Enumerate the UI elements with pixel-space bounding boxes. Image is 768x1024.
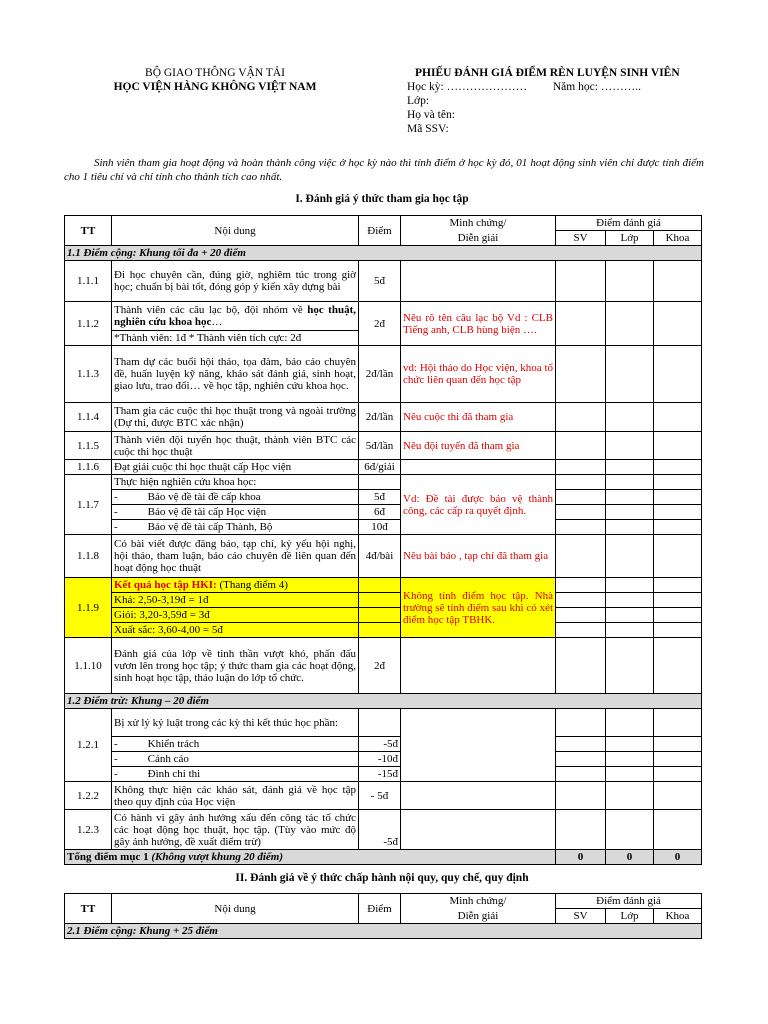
row-content — [112, 505, 359, 520]
row-tt: 1.1.7 — [65, 475, 112, 535]
name-field: Họ và tên: — [407, 109, 455, 121]
sv-score-cell[interactable] — [556, 535, 606, 578]
evidence-cell[interactable] — [401, 460, 556, 475]
lop-score-cell[interactable] — [606, 578, 654, 593]
khoa-score-cell[interactable] — [654, 810, 702, 850]
khoa-score-cell[interactable] — [654, 608, 702, 623]
evidence-cell[interactable] — [401, 782, 556, 810]
sv-score-cell[interactable] — [556, 432, 606, 460]
khoa-score-cell[interactable] — [654, 593, 702, 608]
lop-score-cell[interactable] — [606, 709, 654, 737]
table-row — [65, 432, 702, 460]
dash: - — [114, 738, 118, 750]
total-khoa: 0 — [654, 850, 702, 865]
col-content: Nội dung — [112, 894, 359, 924]
lop-score-cell[interactable] — [606, 346, 654, 403]
form-title: PHIẾU ĐÁNH GIÁ ĐIỂM RÈN LUYỆN SINH VIÊN — [415, 67, 680, 79]
total-lop: 0 — [606, 850, 654, 865]
dash: - — [114, 768, 118, 780]
item-text: Khiển trách — [147, 738, 200, 750]
table-row — [65, 810, 702, 850]
khoa-score-cell[interactable] — [654, 638, 702, 694]
evidence-note: vd: Hội thảo do Học viện, khoa tổ chức liên quan đến học tập — [401, 346, 556, 403]
sv-score-cell[interactable] — [556, 302, 606, 346]
col-lop: Lớp — [606, 909, 654, 924]
table-row — [65, 505, 702, 520]
row-tt: 1.1.3 — [65, 346, 112, 403]
row-tt: 1.1.6 — [65, 460, 112, 475]
row-tt: 1.1.9 — [65, 578, 112, 638]
table-row — [65, 782, 702, 810]
sv-score-cell[interactable] — [556, 490, 606, 505]
row-score: 5đ/lần — [359, 432, 401, 460]
khoa-score-cell[interactable] — [654, 261, 702, 302]
sv-score-cell[interactable] — [556, 608, 606, 623]
lop-score-cell[interactable] — [606, 810, 654, 850]
row-score: 2đ/lần — [359, 403, 401, 432]
table-row — [65, 475, 702, 490]
section2-table — [64, 893, 702, 939]
row-score: 5đ — [359, 261, 401, 302]
dash: - — [114, 753, 118, 765]
dash: - — [114, 521, 118, 533]
result-scale: (Thang điểm 4) — [216, 579, 288, 591]
subheader-1-2: 1.2 Điểm trừ: Khung – 20 điểm — [65, 694, 702, 709]
row-score: 6đ/giải — [359, 460, 401, 475]
row-content — [112, 578, 359, 593]
sv-score-cell[interactable] — [556, 737, 606, 752]
total-sv: 0 — [556, 850, 606, 865]
row-tt: 1.1.4 — [65, 403, 112, 432]
table-row — [65, 709, 702, 737]
khoa-score-cell[interactable] — [654, 475, 702, 490]
section1-table — [64, 215, 702, 865]
item-text: Bảo vệ đề tài đề cấp khoa — [147, 491, 261, 503]
col-khoa: Khoa — [654, 909, 702, 924]
row-content: Bị xử lý kỷ luật trong các kỳ thi kết thúc học phần: — [112, 709, 359, 737]
sv-score-cell[interactable] — [556, 578, 606, 593]
khoa-score-cell[interactable] — [654, 403, 702, 432]
row-content: Tham gia các cuộc thi học thuật trong và ngoài trường (Dự thi, được BTC xác nhận) — [112, 403, 359, 432]
khoa-score-cell[interactable] — [654, 432, 702, 460]
row-content — [112, 520, 359, 535]
sv-score-cell[interactable] — [556, 782, 606, 810]
table-row — [65, 535, 702, 578]
row-score: -5đ — [359, 810, 401, 850]
khoa-score-cell[interactable] — [654, 490, 702, 505]
col-content: Nội dung — [112, 216, 359, 246]
col-eval: Điểm đánh giá — [556, 894, 702, 909]
table-row — [65, 623, 702, 638]
table-row — [65, 593, 702, 608]
khoa-score-cell[interactable] — [654, 709, 702, 737]
item-text: Bảo vệ đề tài cấp Học viện — [147, 506, 267, 518]
class-field: Lớp: — [407, 95, 430, 107]
semester-field: Học kỳ: ………………… — [407, 81, 528, 93]
row-tt: 1.1.1 — [65, 261, 112, 302]
khoa-score-cell[interactable] — [654, 505, 702, 520]
khoa-score-cell[interactable] — [654, 520, 702, 535]
row-content-bold: học thuật, nghiên cứu khoa học — [114, 304, 356, 328]
sv-score-cell[interactable] — [556, 709, 606, 737]
evidence-note: Nêu rõ tên câu lạc bộ Vd : CLB Tiếng anh, CLB hùng biện …. — [401, 302, 556, 346]
row-score: 10đ — [359, 520, 401, 535]
khoa-score-cell[interactable] — [654, 623, 702, 638]
result-item: Khá: 2,50-3,19đ = 1đ — [112, 593, 359, 608]
evidence-note: Nêu bài báo , tạp chí đã tham gia — [401, 535, 556, 578]
row-score — [359, 593, 401, 608]
total-row — [65, 850, 702, 865]
section2-title: II. Đánh giá về ý thức chấp hành nội quy, quy chế, quy định — [235, 872, 529, 884]
table-row — [65, 460, 702, 475]
total-label — [65, 850, 556, 865]
result-item: Giỏi: 3,20-3,59đ = 3đ — [112, 608, 359, 623]
table-header-row — [65, 894, 702, 909]
row-score — [359, 578, 401, 593]
subheader-1-1: 1.1 Điểm cộng: Khung tối đa + 20 điểm — [65, 246, 702, 261]
khoa-score-cell[interactable] — [654, 737, 702, 752]
sv-score-cell[interactable] — [556, 638, 606, 694]
item-text: Đình chỉ thi — [147, 768, 201, 780]
row-content — [112, 490, 359, 505]
lop-score-cell[interactable] — [606, 520, 654, 535]
col-tt: TT — [65, 216, 112, 246]
dash: - — [114, 506, 118, 518]
row-score: 5đ — [359, 490, 401, 505]
lop-score-cell[interactable] — [606, 460, 654, 475]
lop-score-cell[interactable] — [606, 752, 654, 767]
result-title: Kết quả học tập HKI: — [114, 579, 217, 591]
khoa-score-cell[interactable] — [654, 578, 702, 593]
lop-score-cell[interactable] — [606, 475, 654, 490]
item-text: Bảo vệ đề tài cấp Thành, Bộ — [147, 521, 273, 533]
row-content: Đi học chuyên cần, đúng giờ, nghiêm túc trong giờ học; chuẩn bị bài tốt, đóng góp ý kiến xây dựng bài — [112, 261, 359, 302]
sv-score-cell[interactable] — [556, 346, 606, 403]
row-content: Đạt giải cuộc thi học thuật cấp Học viện — [112, 460, 359, 475]
col-sv: SV — [556, 909, 606, 924]
evidence-note: Nêu đội tuyển đã tham gia — [401, 432, 556, 460]
row-score — [359, 709, 401, 737]
evidence-cell[interactable] — [401, 810, 556, 850]
sv-score-cell[interactable] — [556, 593, 606, 608]
lop-score-cell[interactable] — [606, 535, 654, 578]
col-khoa: Khoa — [654, 231, 702, 246]
row-content — [112, 767, 359, 782]
col-evidence: Minh chứng/ — [401, 894, 556, 909]
lop-score-cell[interactable] — [606, 432, 654, 460]
row-content: Đánh giá của lớp về tinh thần vượt khó, phấn đấu vươn lên trong học tập; ý thức tham gia các hoạt động, sinh hoạt học tập, thảo luận do lớp tổ chức. — [112, 638, 359, 694]
lop-score-cell[interactable] — [606, 737, 654, 752]
col-evidence: Minh chứng/ — [401, 216, 556, 231]
row-content-c: … — [211, 316, 223, 328]
evidence-cell[interactable] — [401, 261, 556, 302]
row-tt: 1.2.1 — [65, 709, 112, 782]
col-lop: Lớp — [606, 231, 654, 246]
row-content: Có bài viết được đăng báo, tạp chí, kỷ yếu hội nghị, hội thảo, tham luận, báo cáo chuyên đề liên quan đến hoạt động học thuật — [112, 535, 359, 578]
row-tt: 1.1.2 — [65, 302, 112, 346]
row-content: Thành viên đội tuyển học thuật, thành viên BTC các cuộc thi học thuật — [112, 432, 359, 460]
row-content — [112, 752, 359, 767]
row-tt: 1.2.2 — [65, 782, 112, 810]
evidence-cell[interactable] — [401, 709, 556, 782]
col-tt: TT — [65, 894, 112, 924]
row-tt: 1.1.8 — [65, 535, 112, 578]
table-row — [65, 638, 702, 694]
sv-score-cell[interactable] — [556, 623, 606, 638]
row-score — [359, 623, 401, 638]
col-score: Điểm — [359, 894, 401, 924]
sv-score-cell[interactable] — [556, 767, 606, 782]
lop-score-cell[interactable] — [606, 505, 654, 520]
lop-score-cell[interactable] — [606, 490, 654, 505]
academy-name: HỌC VIỆN HÀNG KHÔNG VIỆT NAM — [113, 81, 317, 93]
table-row — [65, 752, 702, 767]
intro-note: Sinh viên tham gia hoạt động và hoàn thành công việc ở học kỳ nào thì tính điểm ở học kỳ đó, 01 hoạt động sinh viên chỉ được tính điểm cho 1 tiêu chí và chỉ tính cho thành tích cao nhất. — [64, 157, 704, 183]
khoa-score-cell[interactable] — [654, 535, 702, 578]
table-row — [65, 608, 702, 623]
lop-score-cell[interactable] — [606, 261, 654, 302]
row-score: 2đ — [359, 638, 401, 694]
total-label-limit: (Không vượt khung 20 điểm) — [151, 851, 284, 863]
lop-score-cell[interactable] — [606, 782, 654, 810]
lop-score-cell[interactable] — [606, 403, 654, 432]
sv-score-cell[interactable] — [556, 261, 606, 302]
evidence-note: Vd: Đề tài được bảo vệ thành công, các cấp ra quyết định. — [401, 475, 556, 535]
row-score: -5đ — [359, 737, 401, 752]
lop-score-cell[interactable] — [606, 593, 654, 608]
student-id-field: Mã SSV: — [407, 123, 449, 135]
row-score — [359, 475, 401, 490]
col-score: Điểm — [359, 216, 401, 246]
row-content: Không thực hiện các khảo sát, đánh giá về học tập theo quy định của Học viện — [112, 782, 359, 810]
lop-score-cell[interactable] — [606, 608, 654, 623]
table-row — [65, 767, 702, 782]
sv-score-cell[interactable] — [556, 403, 606, 432]
row-score: - 5đ — [359, 782, 401, 810]
ministry-name: BỘ GIAO THÔNG VẬN TẢI — [145, 67, 285, 79]
table-row — [65, 403, 702, 432]
section1-title: I. Đánh giá ý thức tham gia học tập — [295, 193, 469, 205]
col-eval: Điểm đánh giá — [556, 216, 702, 231]
col-evidence-2: Diễn giải — [401, 231, 556, 246]
khoa-score-cell[interactable] — [654, 302, 702, 346]
table-row — [65, 302, 702, 331]
sv-score-cell[interactable] — [556, 460, 606, 475]
table-row — [65, 261, 702, 302]
total-label-text: Tổng điểm mục 1 — [67, 851, 152, 863]
subheader-2-1: 2.1 Điểm cộng: Khung + 25 điểm — [65, 924, 702, 939]
khoa-score-cell[interactable] — [654, 782, 702, 810]
row-score: 6đ — [359, 505, 401, 520]
item-text: Cảnh cáo — [147, 753, 189, 765]
table-row — [65, 578, 702, 593]
result-item: Xuất sắc: 3,60-4,00 = 5đ — [112, 623, 359, 638]
row-score: 2đ — [359, 302, 401, 346]
row-score: -15đ — [359, 767, 401, 782]
table-row — [65, 520, 702, 535]
semester-year-line — [407, 80, 747, 94]
col-evidence-2: Diễn giải — [401, 909, 556, 924]
table-header-row — [65, 216, 702, 231]
sv-score-cell[interactable] — [556, 475, 606, 490]
sv-score-cell[interactable] — [556, 505, 606, 520]
row-content-a: Thành viên các câu lạc bộ, đội nhóm về — [114, 304, 308, 316]
row-tt: 1.1.10 — [65, 638, 112, 694]
row-tt: 1.1.5 — [65, 432, 112, 460]
lop-score-cell[interactable] — [606, 623, 654, 638]
row-score: 4đ/bài — [359, 535, 401, 578]
header-left — [95, 66, 335, 94]
sv-score-cell[interactable] — [556, 810, 606, 850]
row-content — [112, 302, 359, 331]
row-content — [112, 737, 359, 752]
sv-score-cell[interactable] — [556, 752, 606, 767]
table-row — [65, 346, 702, 403]
col-sv: SV — [556, 231, 606, 246]
header-right — [407, 66, 747, 136]
table-row — [65, 490, 702, 505]
lop-score-cell[interactable] — [606, 767, 654, 782]
row-content: Tham dự các buổi hội thảo, tọa đàm, báo cáo chuyên đề, huấn luyện kỹ năng, khảo sát đánh giá, sinh hoạt, giao lưu, trao đổi… về học tập, nghiên cứu khoa học. — [112, 346, 359, 403]
row-score — [359, 608, 401, 623]
khoa-score-cell[interactable] — [654, 767, 702, 782]
school-year-field: Năm học: ……….. — [552, 81, 642, 93]
lop-score-cell[interactable] — [606, 302, 654, 346]
sv-score-cell[interactable] — [556, 520, 606, 535]
khoa-score-cell[interactable] — [654, 346, 702, 403]
row-content: Thực hiện nghiên cứu khoa học: — [112, 475, 359, 490]
dash: - — [114, 491, 118, 503]
lop-score-cell[interactable] — [606, 638, 654, 694]
row-score: 2đ/lần — [359, 346, 401, 403]
row-content: Có hành vi gây ảnh hưởng xấu đến công tác tổ chức các hoạt động học thuật, học tập. (Tùy vào mức độ gây ảnh hưởng, đề xuất điểm trừ) — [112, 810, 359, 850]
subheader-row — [65, 694, 702, 709]
subheader-row — [65, 924, 702, 939]
row-tt: 1.2.3 — [65, 810, 112, 850]
table-row — [65, 737, 702, 752]
evidence-cell[interactable] — [401, 638, 556, 694]
khoa-score-cell[interactable] — [654, 460, 702, 475]
evidence-note: Nêu cuộc thi đã tham gia — [401, 403, 556, 432]
row-content-line2: *Thành viên: 1đ * Thành viên tích cực: 2đ — [112, 331, 359, 346]
evidence-note: Không tính điểm học tập. Nhà trường sẽ tính điểm sau khi có xét điểm học tập TBHK. — [401, 578, 556, 638]
subheader-row — [65, 246, 702, 261]
row-score: -10đ — [359, 752, 401, 767]
khoa-score-cell[interactable] — [654, 752, 702, 767]
